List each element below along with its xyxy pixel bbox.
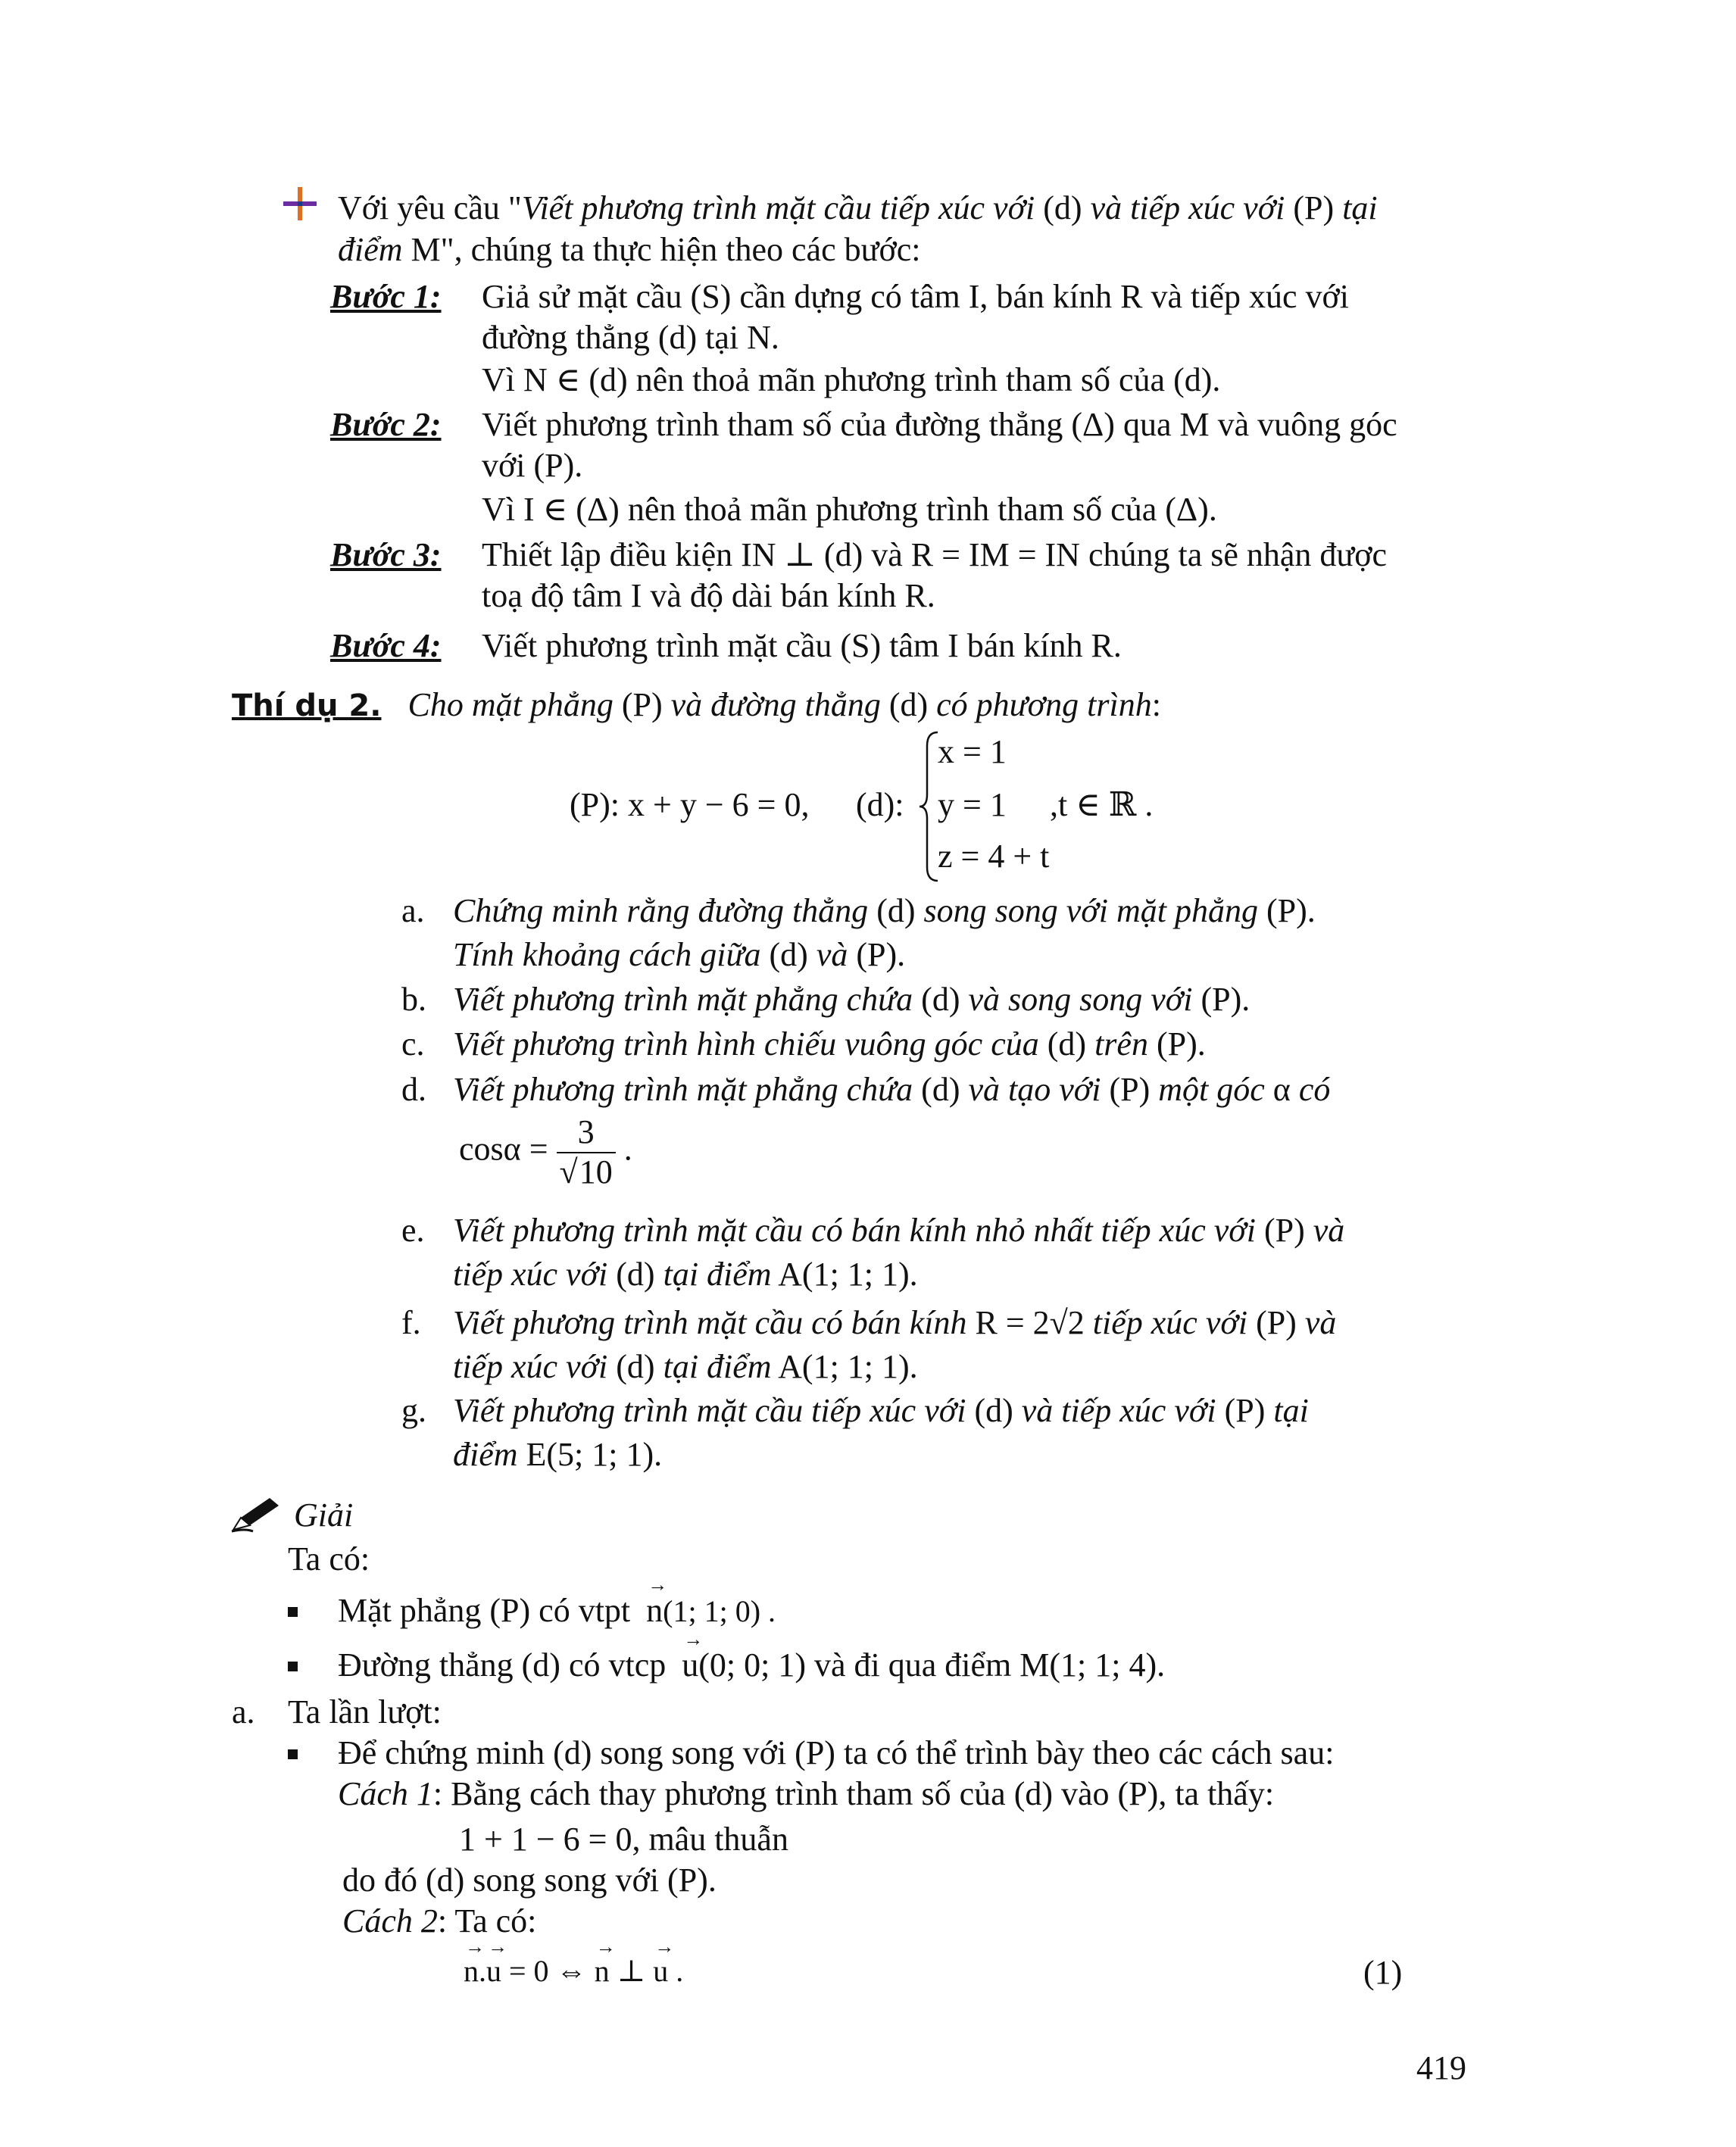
pencil-icon — [230, 1495, 282, 1533]
part-letter: e. — [401, 1212, 425, 1249]
solution-intro: Ta có: — [288, 1540, 370, 1577]
intro-line-2: điểm M", chúng ta thực hiện theo các bước: — [338, 231, 921, 268]
part-letter: f. — [401, 1304, 421, 1341]
step-1-line: Vì N ∈ (d) nên thoả mãn phương trình tham số của (d). — [482, 361, 1221, 398]
bullet-square — [288, 1607, 298, 1617]
part-letter: g. — [401, 1392, 426, 1429]
conclusion: do đó (d) song song với (P). — [342, 1861, 717, 1899]
equation-d-label: (d): — [856, 786, 904, 823]
example-heading: Thí dụ 2. Cho mặt phẳng (P) và đường thẳng (d) có phương trình: — [232, 686, 1161, 723]
example-label: Thí dụ 2. — [232, 688, 382, 723]
equation-p: (P): x + y − 6 = 0, — [570, 786, 810, 823]
cach-1: Cách 1: Bằng cách thay phương trình tham số của (d) vào (P), ta thấy: — [338, 1775, 1275, 1812]
step-3-line: toạ độ tâm I và độ dài bán kính R. — [482, 577, 935, 614]
step-1-line: đường thẳng (d) tại N. — [482, 319, 779, 356]
part-letter: d. — [401, 1071, 426, 1108]
bullet-icon — [283, 187, 317, 220]
system-tail: ,t ∈ ℝ . — [1050, 786, 1154, 823]
part-letter: b. — [401, 981, 426, 1018]
intro-line-1: Với yêu cầu "Viết phương trình mặt cầu tiếp xúc với (d) và tiếp xúc với (P) tại — [338, 189, 1378, 226]
step-1-label: Bước 1: — [330, 278, 442, 315]
step-2-line: Viết phương trình tham số của đường thẳng (Δ) qua M và vuông góc — [482, 406, 1397, 443]
step-2-line: Vì I ∈ (Δ) nên thoả mãn phương trình tham số của (Δ). — [482, 491, 1217, 528]
cach-2: Cách 2: Ta có: — [342, 1902, 537, 1939]
system-line: z = 4 + t — [938, 838, 1050, 875]
solution-a-letter: a. — [232, 1693, 255, 1730]
part-letter: c. — [401, 1025, 425, 1063]
part-e-line: Viết phương trình mặt cầu có bán kính nhỏ nhất tiếp xúc với (P) và — [453, 1212, 1345, 1249]
system-line: y = 1 — [938, 786, 1007, 823]
solution-a-bullet: Để chứng minh (d) song song với (P) ta có thể trình bày theo các cách sau: — [338, 1734, 1335, 1771]
equation-2: → n.→ u = 0 ⇔ → n ⊥ → u . — [464, 1954, 683, 1989]
part-g-line-2: điểm E(5; 1; 1). — [453, 1436, 663, 1473]
solution-a-text: Ta lần lượt: — [288, 1693, 442, 1730]
step-1-line: Giả sử mặt cầu (S) cần dựng có tâm I, bán kính R và tiếp xúc với — [482, 278, 1350, 315]
fraction: $\frac{3}{√10}$ — [557, 1113, 616, 1191]
part-d-line: Viết phương trình mặt phẳng chứa (d) và tạo với (P) một góc α có — [453, 1071, 1331, 1108]
part-letter: a. — [401, 892, 425, 929]
part-f-line: Viết phương trình mặt cầu có bán kính R = 2√2 tiếp xúc với (P) và — [453, 1304, 1337, 1341]
solution-bullet-2: Đường thẳng (d) có vtcp → u(0; 0; 1) và đi qua điểm M(1; 1; 4). — [338, 1646, 1165, 1685]
part-a-line-2: Tính khoảng cách giữa (d) và (P). — [453, 936, 906, 973]
equation-1: 1 + 1 − 6 = 0, mâu thuẫn — [459, 1821, 788, 1858]
part-b-line: Viết phương trình mặt phẳng chứa (d) và song song với (P). — [453, 981, 1250, 1018]
step-2-label: Bước 2: — [330, 406, 442, 443]
step-4-line: Viết phương trình mặt cầu (S) tâm I bán kính R. — [482, 627, 1122, 664]
bullet-square — [288, 1749, 298, 1759]
part-e-line-2: tiếp xúc với (d) tại điểm A(1; 1; 1). — [453, 1256, 918, 1293]
step-2-line: với (P). — [482, 447, 583, 484]
step-4-label: Bước 4: — [330, 627, 442, 664]
solution-bullet-1: Mặt phẳng (P) có vtpt → n(1; 1; 0) . — [338, 1592, 776, 1631]
step-3-line: Thiết lập điều kiện IN ⊥ (d) và R = IM = IN chúng ta sẽ nhận được — [482, 536, 1388, 573]
system-line: x = 1 — [938, 733, 1007, 770]
part-a-line: Chứng minh rằng đường thẳng (d) song song với mặt phẳng (P). — [453, 892, 1316, 929]
part-c-line: Viết phương trình hình chiếu vuông góc của (d) trên (P). — [453, 1025, 1206, 1063]
page-number: 419 — [1416, 2049, 1466, 2086]
equation-number: (1) — [1363, 1954, 1403, 1991]
part-f-line-2: tiếp xúc với (d) tại điểm A(1; 1; 1). — [453, 1348, 918, 1385]
step-3-label: Bước 3: — [330, 536, 442, 573]
part-g-line: Viết phương trình mặt cầu tiếp xúc với (d) và tiếp xúc với (P) tại — [453, 1392, 1309, 1429]
bullet-square — [288, 1662, 298, 1671]
solution-title: Giải — [294, 1496, 354, 1534]
cos-formula: cosα = $\frac{3}{√10}$ . — [459, 1113, 632, 1191]
